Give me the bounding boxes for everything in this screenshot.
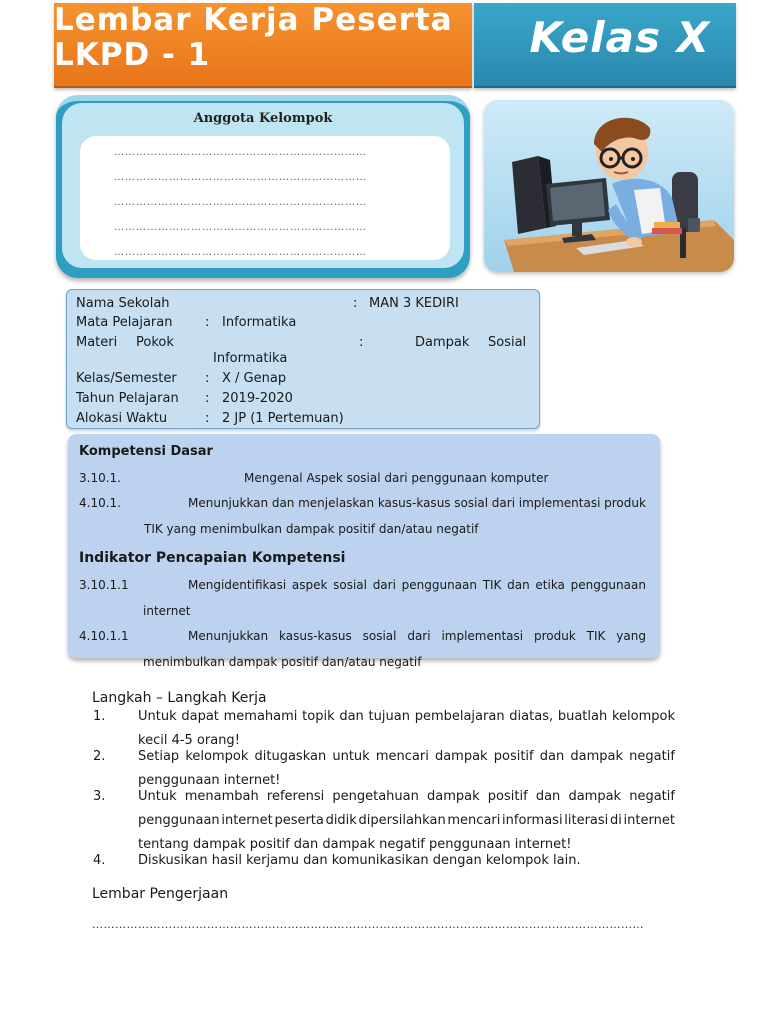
subject-label: Mata Pelajaran (76, 315, 173, 330)
ipk1-number: 3.10.1.1 (79, 578, 129, 592)
year-colon: : (205, 391, 210, 406)
step-3-line-1: Untuk menambah referensi pengetahuan dampak positif dan dampak negatif (138, 789, 675, 804)
step-3-line-3: tentang dampak positif dan dampak negatif penggunaan internet! (138, 837, 572, 852)
topic-colon: : (359, 335, 364, 350)
step-1-line-2: kecil 4-5 orang! (138, 733, 240, 748)
subject-value: Informatika (222, 315, 297, 330)
topic-label-word-1: Materi (76, 335, 118, 350)
competency-box (68, 434, 660, 658)
member-line-2[interactable]: …………………………………………………………… (114, 172, 367, 183)
member-line-1[interactable]: …………………………………………………………… (114, 147, 367, 158)
year-value: 2019-2020 (222, 391, 293, 406)
class-label: Kelas X (529, 13, 710, 62)
ipk2-line-1: Menunjukkan kasus-kasus sosial dari implementasi produk TIK yang (188, 629, 646, 643)
steps-title: Langkah – Langkah Kerja (92, 690, 267, 706)
step-2-number: 2. (93, 749, 106, 764)
step-3-line-2: penggunaan internet peserta didik dipersilahkan mencari informasi literasi di internet (138, 813, 675, 828)
ipk2-number: 4.10.1.1 (79, 629, 129, 643)
worksheet-title: Lembar Pengerjaan (92, 886, 229, 902)
group-members-title: Anggota Kelompok (193, 111, 333, 126)
kd-title: Kompetensi Dasar (79, 444, 213, 459)
identity-box (66, 289, 540, 429)
time-allocation-value: 2 JP (1 Pertemuan) (222, 411, 344, 426)
kd1-text: Mengenal Aspek sosial dari penggunaan komputer (244, 471, 549, 485)
time-allocation-colon: : (205, 411, 210, 426)
year-label: Tahun Pelajaran (76, 391, 179, 406)
ipk-title: Indikator Pencapaian Kompetensi (79, 550, 346, 566)
group-members-inner (62, 103, 464, 268)
topic-value-word-3: Informatika (213, 351, 288, 366)
ipk1-line-1: Mengidentifikasi aspek sosial dari penggunaan TIK dan etika penggunaan (188, 578, 646, 592)
student-computer-icon (484, 100, 734, 272)
step-4-number: 4. (93, 853, 106, 868)
time-allocation-label: Alokasi Waktu (76, 411, 168, 426)
worksheet-answer-line[interactable]: ……………………………………………………………………………………………………………………………… (92, 918, 644, 931)
ipk1-line-2: internet (143, 604, 191, 618)
kd2-line-2: TIK yang menimbulkan dampak positif dan/atau negatif (144, 522, 479, 536)
kd1-number: 3.10.1. (79, 471, 121, 485)
step-3-number: 3. (93, 789, 106, 804)
member-line-5[interactable]: …………………………………………………………… (114, 247, 367, 258)
kd2-number: 4.10.1. (79, 496, 121, 510)
step-2-line-2: penggunaan internet! (138, 773, 281, 788)
header-title-banner (54, 3, 472, 88)
subject-colon: : (205, 315, 210, 330)
topic-value-word-2: Sosial (488, 335, 527, 350)
header-class-banner (474, 3, 736, 88)
class-semester-value: X / Genap (222, 371, 287, 386)
topic-value-word-1: Dampak (415, 335, 470, 350)
school-name-colon: : (353, 296, 358, 311)
ipk2-line-2: menimbulkan dampak positif dan/atau negatif (143, 655, 422, 669)
school-name-label: Nama Sekolah (76, 296, 170, 311)
class-semester-label: Kelas/Semester (76, 371, 177, 386)
student-at-computer-illustration (484, 100, 734, 272)
step-4-line-1: Diskusikan hasil kerjamu dan komunikasikan dengan kelompok lain. (138, 853, 581, 868)
member-line-3[interactable]: …………………………………………………………… (114, 197, 367, 208)
step-1-line-1: Untuk dapat memahami topik dan tujuan pembelajaran diatas, buatlah kelompok (138, 709, 675, 724)
step-1-number: 1. (93, 709, 106, 724)
page-title: Lembar Kerja Peserta LKPD - 1 (54, 2, 453, 73)
class-semester-colon: : (205, 371, 210, 386)
school-name-value: MAN 3 KEDIRI (369, 296, 459, 311)
kd2-line-1: Menunjukkan dan menjelaskan kasus-kasus sosial dari implementasi produk (188, 496, 646, 510)
topic-label-word-2: Pokok (136, 335, 174, 350)
member-line-4[interactable]: …………………………………………………………… (114, 222, 367, 233)
step-2-line-1: Setiap kelompok ditugaskan untuk mencari dampak positif dan dampak negatif (138, 749, 675, 764)
